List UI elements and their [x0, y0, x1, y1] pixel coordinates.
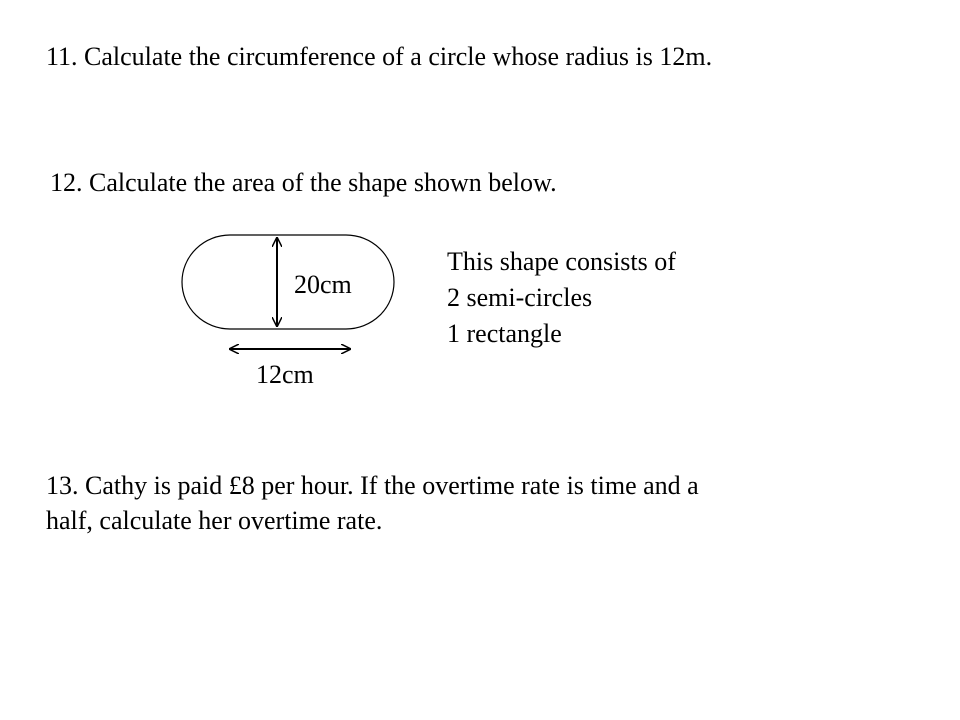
stadium-outline	[182, 235, 394, 329]
question-12: 12. Calculate the area of the shape shown below.	[50, 168, 557, 197]
shape-note-line-2: 2 semi-circles	[447, 283, 593, 312]
shape-note-line-3: 1 rectangle	[447, 319, 562, 348]
question-13-line-1: 13. Cathy is paid £8 per hour. If the overtime rate is time and a	[46, 471, 699, 500]
stadium-shape-diagram	[170, 225, 410, 365]
height-label: 20cm	[294, 270, 352, 299]
shape-note-line-1: This shape consists of	[447, 247, 676, 276]
width-label: 12cm	[256, 360, 314, 389]
shape-note	[447, 244, 676, 352]
question-13-line-2: half, calculate her overtime rate.	[46, 506, 383, 535]
question-11: 11. Calculate the circumference of a circle whose radius is 12m.	[46, 42, 713, 71]
question-13	[46, 468, 699, 538]
